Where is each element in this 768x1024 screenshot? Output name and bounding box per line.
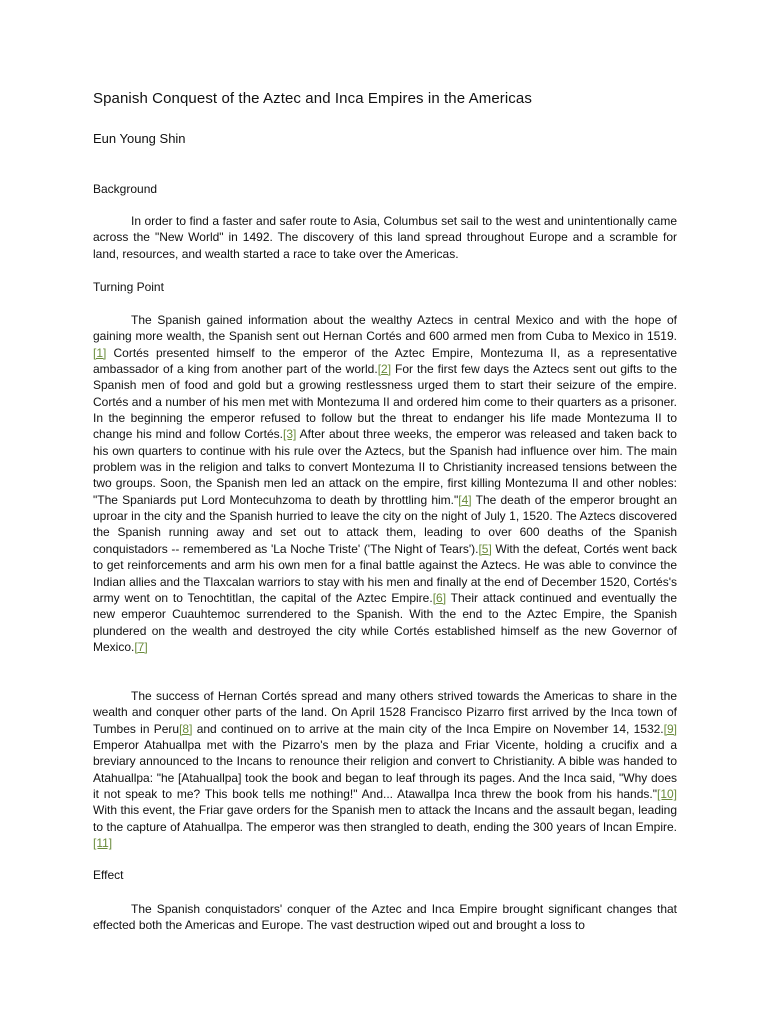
text-span: After about three weeks, the emperor was released and taken back to his own quarters to continue with his rule over the Aztecs, but the Spanish had influence over him. The main problem was in the religion and talks to convert Montezuma II to Christianity increased tensions between the two groups. Soon, the Spanish men led an attack on the empire, first killing Montezuma II and other nobles: "The Spaniards put Lord Montecuhzoma to death by throttling him." bbox=[93, 427, 677, 507]
text-span: Cortés presented himself to the emperor of the Aztec Empire, Montezuma II, as a representative ambassador of a king from another part of the world. bbox=[93, 345, 677, 377]
paragraph-turning-point-2 bbox=[93, 688, 677, 851]
footnote-link-2[interactable]: [2] bbox=[377, 362, 392, 377]
footnote-link-1[interactable]: [1] bbox=[93, 345, 107, 360]
author-name: Eun Young Shin bbox=[93, 131, 186, 146]
text-span: The death of the emperor brought an uproar in the city and the Spanish hurried to leave the city on the night of July 1, 1520. The Aztecs discovered the Spanish running away and set out to attack them, leading to over 600 deaths of the Spanish conquistadors -- remembered as 'La Noche Triste' ('The Night of Tears'). bbox=[93, 492, 678, 556]
text-span: With the defeat, Cortés went back to get reinforcements and arm his own men for a final battle against the Aztecs. He was able to convince the Indian allies and the Tlaxcalan warriors to stay with his men and finally at the end of December 1520, Cortés's army went on to Tenochtitlan, the capital of the Aztec Empire. bbox=[93, 541, 678, 605]
text-span: For the first few days the Aztecs sent out gifts to the Spanish men of food and gold but a growing restlessness urged them to start their seizure of the empire. Cortés and a number of his men met with Montezuma II and ordered him come to their quarters as a prisoner. In the beginning the emperor refused to follow but the threat to endanger his life made Montezuma II to change his mind and follow Cortés. bbox=[93, 362, 677, 442]
document-title: Spanish Conquest of the Aztec and Inca Empires in the Americas bbox=[93, 90, 532, 107]
footnote-link-10[interactable]: [10] bbox=[656, 787, 677, 802]
text-span: and continued on to arrive at the main city of the Inca Empire on November 14, 1532. bbox=[192, 721, 664, 736]
heading-turning-point: Turning Point bbox=[93, 280, 164, 294]
footnote-link-3[interactable]: [3] bbox=[283, 427, 297, 442]
text-span: Their attack continued and eventually the new emperor Cuauhtemoc surrendered to the Spanish. With the end to the Aztec Empire, the Spanish plundered on the wealth and destroyed the city while Cortés established himself as the new Governor of Mexico. bbox=[93, 590, 677, 654]
footnote-link-5[interactable]: [5] bbox=[478, 541, 492, 556]
heading-background: Background bbox=[93, 182, 158, 196]
text-span: With this event, the Friar gave orders for the Spanish men to attack the Incans and the assault began, leading to the capture of Atahuallpa. The emperor was then strangled to death, ending the 300 years of Incan Empire. bbox=[93, 803, 677, 834]
paragraph-background: In order to find a faster and safer route to Asia, Columbus set sail to the west and unintentionally came across the "New World" in 1492. The discovery of this land spread throughout Europe and a scramble for land, resources, and wealth started a race to take over the Americas. bbox=[93, 214, 677, 261]
footnote-link-11[interactable]: [11] bbox=[93, 836, 113, 851]
footnote-link-7[interactable]: [7] bbox=[134, 639, 148, 654]
text-span: The success of Hernan Cortés spread and many others strived towards the Americas to share in the wealth and conquer other parts of the land. On April 1528 Francisco Pizarro first arrived by the Inca town of Tumbes in Peru bbox=[93, 689, 677, 736]
text-span: Emperor Atahuallpa met with the Pizarro's men by the plaza and Friar Vicente, holding a crucifix and a breviary announced to the Incans to renounce their religion and convert to Christianity. A bible was handed to Atahuallpa: "he [Atahuallpa] took the book and began to leaf through its pages. And the Inca said, "Why does it not speak to me? This book tells me nothing!" And... Atawallpa Inca threw the book from his hands." bbox=[93, 738, 677, 802]
footnote-link-6[interactable]: [6] bbox=[432, 590, 447, 605]
paragraph-effect: The Spanish conquistadors' conquer of the Aztec and Inca Empire brought significant changes that effected both the Americas and Europe. The vast destruction wiped out and brought a loss to bbox=[93, 902, 677, 933]
footnote-link-9[interactable]: [9] bbox=[663, 721, 677, 736]
text-span: The Spanish gained information about the wealthy Aztecs in central Mexico and with the hope of gaining more wealth, the Spanish sent out Hernan Cortés and 600 armed men from Cuba to Mexico in 1519. bbox=[93, 313, 677, 344]
paragraph-turning-point-1 bbox=[93, 312, 677, 655]
footnote-link-4[interactable]: [4] bbox=[458, 492, 472, 507]
footnote-link-8[interactable]: [8] bbox=[179, 721, 193, 736]
heading-effect: Effect bbox=[93, 868, 124, 882]
